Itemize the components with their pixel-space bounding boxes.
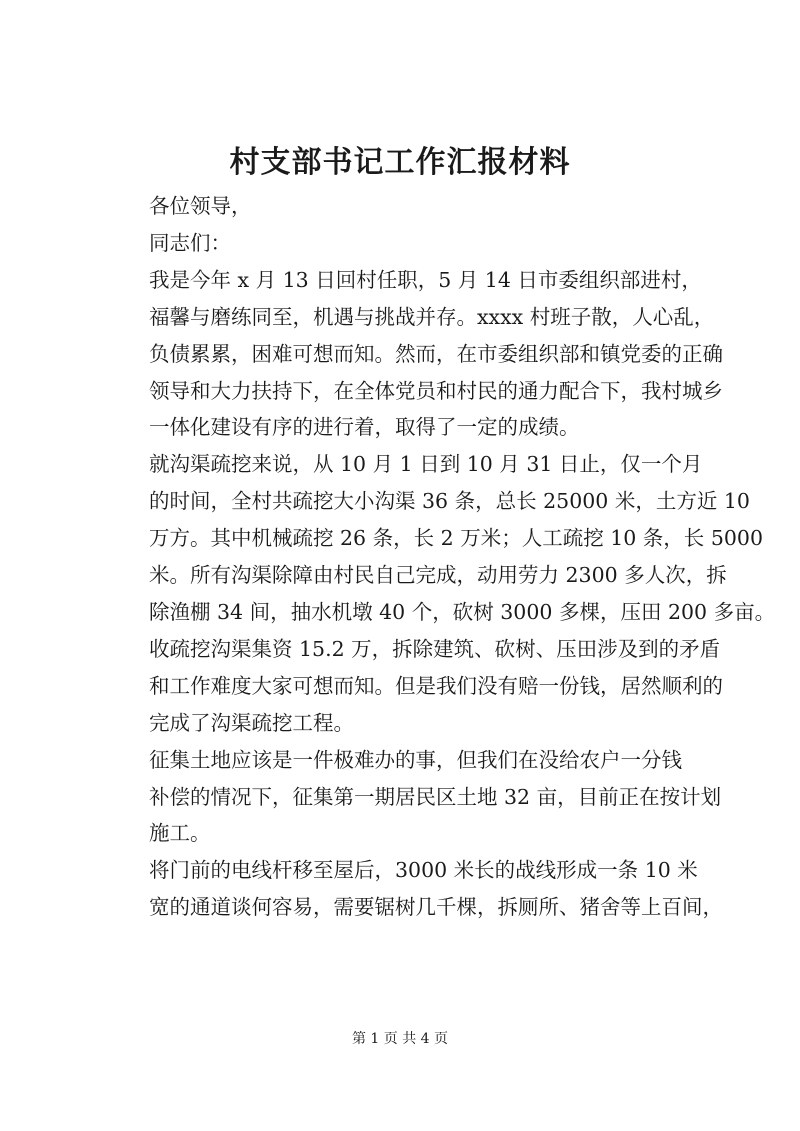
document-body [108,188,776,926]
paragraph-line: 征集土地应该是一件极难办的事，但我们在没给农户一分钱 [149,747,682,772]
paragraph-line: 万方。其中机械疏挖 26 条，长 2 万米；人工疏挖 10 条，长 5000 [149,526,763,551]
paragraph-line: 的时间，全村共疏挖大小沟渠 36 条，总长 25000 米，土方近 10 [149,489,750,514]
paragraph-line: 福馨与磨练同至，机遇与挑战并存。xxxx 村班子散，人心乱， [149,304,715,329]
paragraph-line: 就沟渠疏挖来说，从 10 月 1 日到 10 月 31 日止，仅一个月 [149,452,703,477]
salutation-comrades: 同志们： [149,230,231,255]
paragraph-line: 宽的通道谈何容易，需要锯树几千棵，拆厕所、猪舍等上百间， [149,895,723,920]
salutation-leaders: 各位领导， [149,194,252,218]
paragraph-line: 除渔棚 34 间，抽水机墩 40 个，砍树 3000 多棵，压田 200 多亩。 [149,599,776,624]
paragraph-land-acquisition [108,742,722,853]
paragraph-line: 将门前的电线杆移至屋后，3000 米长的战线形成一条 10 米 [149,858,698,883]
paragraph-line: 收疏挖沟渠集资 15.2 万，拆除建筑、砍树、压田涉及到的矛盾 [149,636,721,661]
paragraph-line: 一体化建设有序的进行着，取得了一定的成绩。 [149,415,580,440]
page-number-footer: 第 1 页 共 4 页 [351,1031,449,1047]
paragraph-introduction [108,262,723,447]
paragraph-line: 我是今年 x 月 13 日回村任职，5 月 14 日市委组织部进村， [149,267,702,292]
paragraph-line: 领导和大力扶持下，在全体党员和村民的通力配合下，我村城乡 [149,378,723,403]
paragraph-line: 施工。 [149,821,211,846]
paragraph-line: 补偿的情况下，征集第一期居民区土地 32 亩，目前正在按计划 [149,784,722,809]
paragraph-line: 米。所有沟渠除障由村民自己完成，动用劳力 2300 多人次，拆 [149,563,727,588]
document-title: 村支部书记工作汇报材料 [229,145,571,180]
paragraph-ditch-dredging [108,446,776,741]
paragraph-line: 完成了沟渠疏挖工程。 [149,710,354,735]
paragraph-line: 和工作难度大家可想而知。但是我们没有赔一份钱，居然顺利的 [149,673,723,698]
paragraph-line: 负债累累，困难可想而知。然而，在市委组织部和镇党委的正确 [149,341,723,366]
paragraph-power-poles [108,852,723,926]
